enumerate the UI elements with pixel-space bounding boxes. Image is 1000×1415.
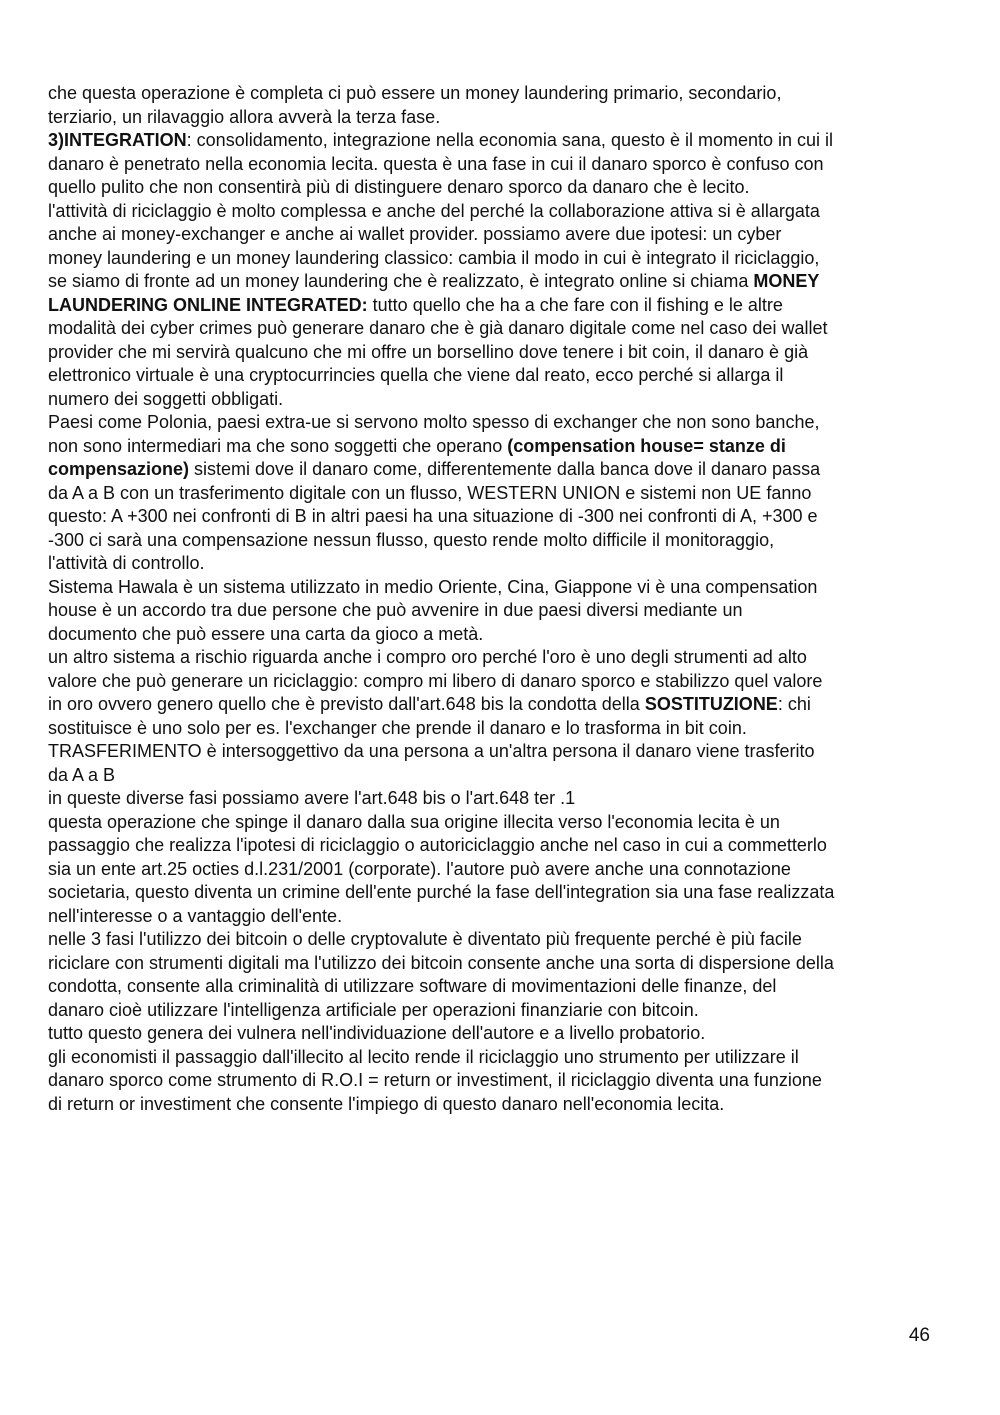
text-segment: : chi: [777, 694, 811, 714]
text-segment: sistemi dove il danaro come, differentemente dalla banca dove il danaro passa: [189, 459, 821, 479]
text-segment: sostituisce è uno solo per es. l'exchanger che prende il danaro e lo trasforma in bit coin.: [48, 717, 747, 738]
text-line: [48, 975, 943, 999]
text-segment: nelle 3 fasi l'utilizzo dei bitcoin o delle cryptovalute è diventato più frequente perché è più facile: [48, 929, 802, 949]
text-segment: numero dei soggetti obbligati.: [48, 388, 284, 409]
text-line: [48, 764, 943, 788]
bold-term: MONEY: [753, 271, 820, 291]
text-segment: house è un accordo tra due persone che può avvenire in due paesi diversi mediante un: [48, 600, 743, 620]
page-body-text: [48, 82, 943, 1116]
text-line: [48, 740, 943, 764]
text-segment: questo: A +300 nei confronti di B in altri paesi ha una situazione di -300 nei confronti di A, +300 e: [48, 506, 818, 526]
text-segment: : consolidamento, integrazione nella economia sana, questo è il momento in cui il: [186, 130, 834, 150]
text-segment: quello pulito che non consentirà più di distinguere denaro sporco da danaro che è lecito.: [48, 177, 750, 197]
text-segment: TRASFERIMENTO è intersoggettivo da una persona a un'altra persona il danaro viene trasferito: [48, 741, 815, 761]
text-line: [48, 811, 943, 835]
text-line: [48, 247, 943, 271]
text-line: [48, 388, 943, 412]
text-line: [48, 200, 943, 224]
text-line: [48, 482, 943, 506]
text-segment: tutto quello che ha a che fare con il fishing e le altre: [367, 294, 783, 315]
text-segment: sia un ente art.25 octies d.l.231/2001 (corporate). l'autore può avere anche una connotazione: [48, 858, 791, 879]
text-line: [48, 1069, 943, 1093]
text-line: [48, 341, 943, 365]
text-segment: money laundering e un money laundering classico: cambia il modo in cui è integrato il riciclaggio,: [48, 247, 820, 268]
text-segment: Sistema Hawala è un sistema utilizzato in medio Oriente, Cina, Giappone vi è una compensation: [48, 576, 818, 597]
text-line: [48, 952, 943, 976]
text-line: [48, 999, 943, 1023]
text-line: [48, 529, 943, 553]
text-segment: danaro cioè utilizzare l'intelligenza artificiale per operazioni finanziarie con bitcoin.: [48, 999, 699, 1020]
text-line: [48, 153, 943, 177]
text-line: [48, 905, 943, 929]
text-line: [48, 176, 943, 200]
text-line: [48, 787, 943, 811]
text-line: [48, 858, 943, 882]
text-segment: provider che mi servirà qualcuno che mi offre un borsellino dove tenere i bit coin, il danaro è già: [48, 341, 809, 362]
text-segment: l'attività di riciclaggio è molto complessa e anche del perché la collaborazione attiva si è allargata: [48, 200, 820, 221]
text-line: [48, 552, 943, 576]
text-segment: danaro sporco come strumento di R.O.I = return or investiment, il riciclaggio diventa una funzione: [48, 1070, 822, 1090]
text-line: [48, 576, 943, 600]
text-line: [48, 646, 943, 670]
text-segment: terziario, un rilavaggio allora avverà la terza fase.: [48, 106, 441, 127]
bold-term: 3)INTEGRATION: [48, 130, 187, 150]
text-line: [48, 670, 943, 694]
text-segment: societaria, questo diventa un crimine dell'ente purché la fase dell'integration sia una fase realizzata: [48, 882, 835, 902]
text-line: [48, 294, 943, 318]
text-line: [48, 317, 943, 341]
text-line: [48, 599, 943, 623]
text-segment: modalità dei cyber crimes può generare danaro che è già danaro digitale come nel caso dei wallet: [48, 318, 828, 338]
text-line: [48, 1022, 943, 1046]
text-segment: non sono intermediari ma che sono soggetti che operano: [48, 435, 508, 456]
text-line: [48, 928, 943, 952]
text-segment: di return or investiment che consente l'impiego di questo danaro nell'economia lecita.: [48, 1093, 725, 1114]
page-number: 46: [908, 1325, 930, 1346]
text-segment: da A a B: [48, 764, 116, 785]
text-segment: -300 ci sarà una compensazione nessun flusso, questo rende molto difficile il monitoraggio,: [48, 529, 775, 550]
text-segment: anche ai money-exchanger e anche ai wallet provider. possiamo avere due ipotesi: un cyber: [48, 224, 782, 244]
text-line: [48, 364, 943, 388]
text-segment: gli economisti il passaggio dall'illecito al lecito rende il riciclaggio uno strumento per utilizzare il: [48, 1046, 799, 1067]
text-segment: valore che può generare un riciclaggio: compro mi libero di danaro sporco e stabilizzo quel valore: [48, 670, 823, 691]
text-segment: l'attività di controllo.: [48, 553, 205, 573]
text-line: [48, 223, 943, 247]
text-segment: da A a B con un trasferimento digitale con un flusso, WESTERN UNION e sistemi non UE fanno: [48, 482, 812, 503]
text-line: [48, 129, 943, 153]
text-line: [48, 881, 943, 905]
text-segment: condotta, consente alla criminalità di utilizzare software di movimentazioni delle finanze, del: [48, 976, 777, 996]
text-line: [48, 435, 943, 459]
bold-term: compensazione): [48, 459, 190, 479]
text-line: [48, 458, 943, 482]
text-line: [48, 505, 943, 529]
text-segment: nell'interesse o a vantaggio dell'ente.: [48, 905, 343, 926]
text-line: [48, 623, 943, 647]
text-segment: che questa operazione è completa ci può essere un money laundering primario, secondario,: [48, 83, 782, 103]
text-segment: in queste diverse fasi possiamo avere l'art.648 bis o l'art.648 ter .1: [48, 788, 576, 808]
text-segment: Paesi come Polonia, paesi extra-ue si servono molto spesso di exchanger che non sono banche,: [48, 412, 820, 432]
text-line: [48, 1046, 943, 1070]
text-line: [48, 106, 943, 130]
bold-term: LAUNDERING ONLINE INTEGRATED:: [48, 294, 368, 315]
text-segment: in oro ovvero genero quello che è previsto dall'art.648 bis la condotta della: [48, 694, 645, 714]
text-segment: passaggio che realizza l'ipotesi di riciclaggio o autoriciclaggio anche nel caso in cui a commetterlo: [48, 835, 827, 855]
text-segment: danaro è penetrato nella economia lecita. questa è una fase in cui il danaro sporco è confuso con: [48, 153, 824, 174]
text-segment: riciclare con strumenti digitali ma l'utilizzo dei bitcoin consente anche una sorta di dispersione della: [48, 952, 834, 973]
text-line: [48, 717, 943, 741]
text-line: [48, 693, 943, 717]
bold-term: SOSTITUZIONE: [644, 694, 778, 714]
text-line: [48, 270, 943, 294]
text-segment: se siamo di fronte ad un money laundering che è realizzato, è integrato online si chiama: [48, 271, 754, 291]
text-line: [48, 411, 943, 435]
text-segment: elettronico virtuale è una cryptocurrincies quella che viene dal reato, ecco perché si allarga il: [48, 365, 784, 385]
text-line: [48, 82, 943, 106]
bold-term: (compensation house= stanze di: [507, 435, 786, 456]
text-segment: questa operazione che spinge il danaro dalla sua origine illecita verso l'economia lecita è un: [48, 811, 780, 832]
text-segment: un altro sistema a rischio riguarda anche i compro oro perché l'oro è uno degli strumenti ad alto: [48, 647, 807, 667]
text-line: [48, 1093, 943, 1117]
text-line: [48, 834, 943, 858]
text-segment: tutto questo genera dei vulnera nell'individuazione dell'autore e a livello probatorio.: [48, 1023, 706, 1043]
text-segment: documento che può essere una carta da gioco a metà.: [48, 623, 484, 644]
